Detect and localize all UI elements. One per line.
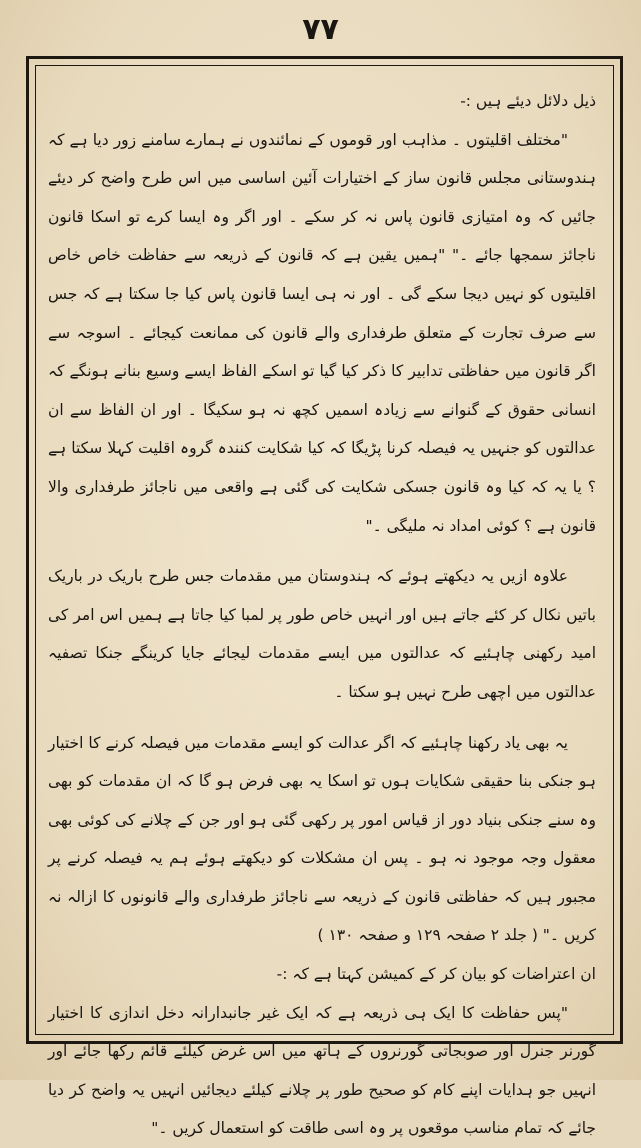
- paragraph: علاوہ ازیں یہ دیکھتے ہوئے کہ ہندوستان میں مقدمات جس طرح باریک در باریک باتیں نکال کر کئے جاتے ہیں اور انہیں خاص طور پر لمبا کیا جاتا ہے ہمیں اس امر کی امید رکھنی چاہئیے کہ عدالتوں میں ایسے مقدمات لیجائے جایا کرینگے جنکا تصفیہ عدالتوں میں اچھی طرح نہیں ہو سکتا ۔: [48, 567, 596, 701]
- paragraph: ان اعتراضات کو بیان کر کے کمیشن کہتا ہے کہ :-: [276, 965, 596, 984]
- paragraph: یہ بھی یاد رکھنا چاہئیے کہ اگر عدالت کو ایسے مقدمات میں فیصلہ کرنے کا اختیار ہو جنکی بنا حقیقی شکایات ہوں تو اسکا یہ بھی فرض ہو گا کہ ان مقدمات کو بھی وہ سنے جنکی بنیاد دور از قیاس امور پر رکھی گئی ہو اور جن کے چلانے کی کوئی بھی معقول وجہ موجود نہ ہو ۔ پس ان مشکلات کو دیکھتے ہوئے ہم یہ فیصلہ کرنے پر مجبور ہیں کہ حفاظتی قانون کے ذریعہ سے ناجائز طرفداری والے قانونوں کا ازالہ نہ کریں ۔" ( جلد ۲ صفحہ ۱۲۹ و صفحہ ۱۳۰ ): [48, 733, 596, 945]
- intro-line: ذیل دلائل دیئے ہیں :-: [460, 92, 596, 110]
- paragraph: "پس حفاظت کا ایک ہی ذریعہ ہے کہ ایک غیر جانبدارانہ دخل اندازی کا اختیار گورنر جنرل اور صوبجاتی گورنروں کے ہاتھ میں اس غرض کیلئے قائم رکھا جائے اور انہیں جو ہدایات اپنے کام کو صحیح طور پر چلانے کیلئے دیجائیں انہیں یہ واضح کر دیا جائے کہ تمام مناسب موقعوں پر وہ اسی طاقت کو استعمال کریں ۔": [48, 1003, 596, 1138]
- page-number: ۷۷: [302, 12, 339, 47]
- page-body: [48, 82, 596, 1148]
- paragraph: "مختلف اقلیتوں ۔ مذاہب اور قوموں کے نمائندوں نے ہمارے سامنے زور دیا ہے کہ ہندوستانی مجلس قانون ساز کے اختیارات آئین اساسی میں اس طرح واضح کر دیئے جائیں کہ وہ امتیازی قانون پاس نہ کر سکے ۔ اور اگر وہ ایسا کرے تو اسکا قانون ناجائز سمجھا جائے ۔" "ہمیں یقین ہے کہ قانون کے ذریعہ سے حفاظت خاص خاص اقلیتوں کو نہیں دیجا سکے گی ۔ اور نہ ہی ایسا قانون پاس کیا جا سکتا ہے کہ جس سے صرف تجارت کے متعلق طرفداری والے قانون کی ممانعت کیجائے ۔ اسوجہ سے اگر قانون میں حفاظتی تدابیر کا ذکر کیا گیا تو اسکے الفاظ ایسے وسیع بنانے ہونگے کہ انسانی حقوق کے گنوانے سے زیادہ اسمیں کچھ نہ ہو سکیگا ۔ اور ان الفاظ سے ان عدالتوں کو جنہیں یہ فیصلہ کرنا پڑیگا کہ کیا شکایت کنندہ گروہ اقلیت کہلا سکتا ہے ؟ یا یہ کہ کیا وہ قانون جسکی شکایت کی گئی ہے واقعی میں ناجائز طرفداری والا قانون ہے ؟ کوئی امداد نہ ملیگی ۔": [48, 130, 596, 535]
